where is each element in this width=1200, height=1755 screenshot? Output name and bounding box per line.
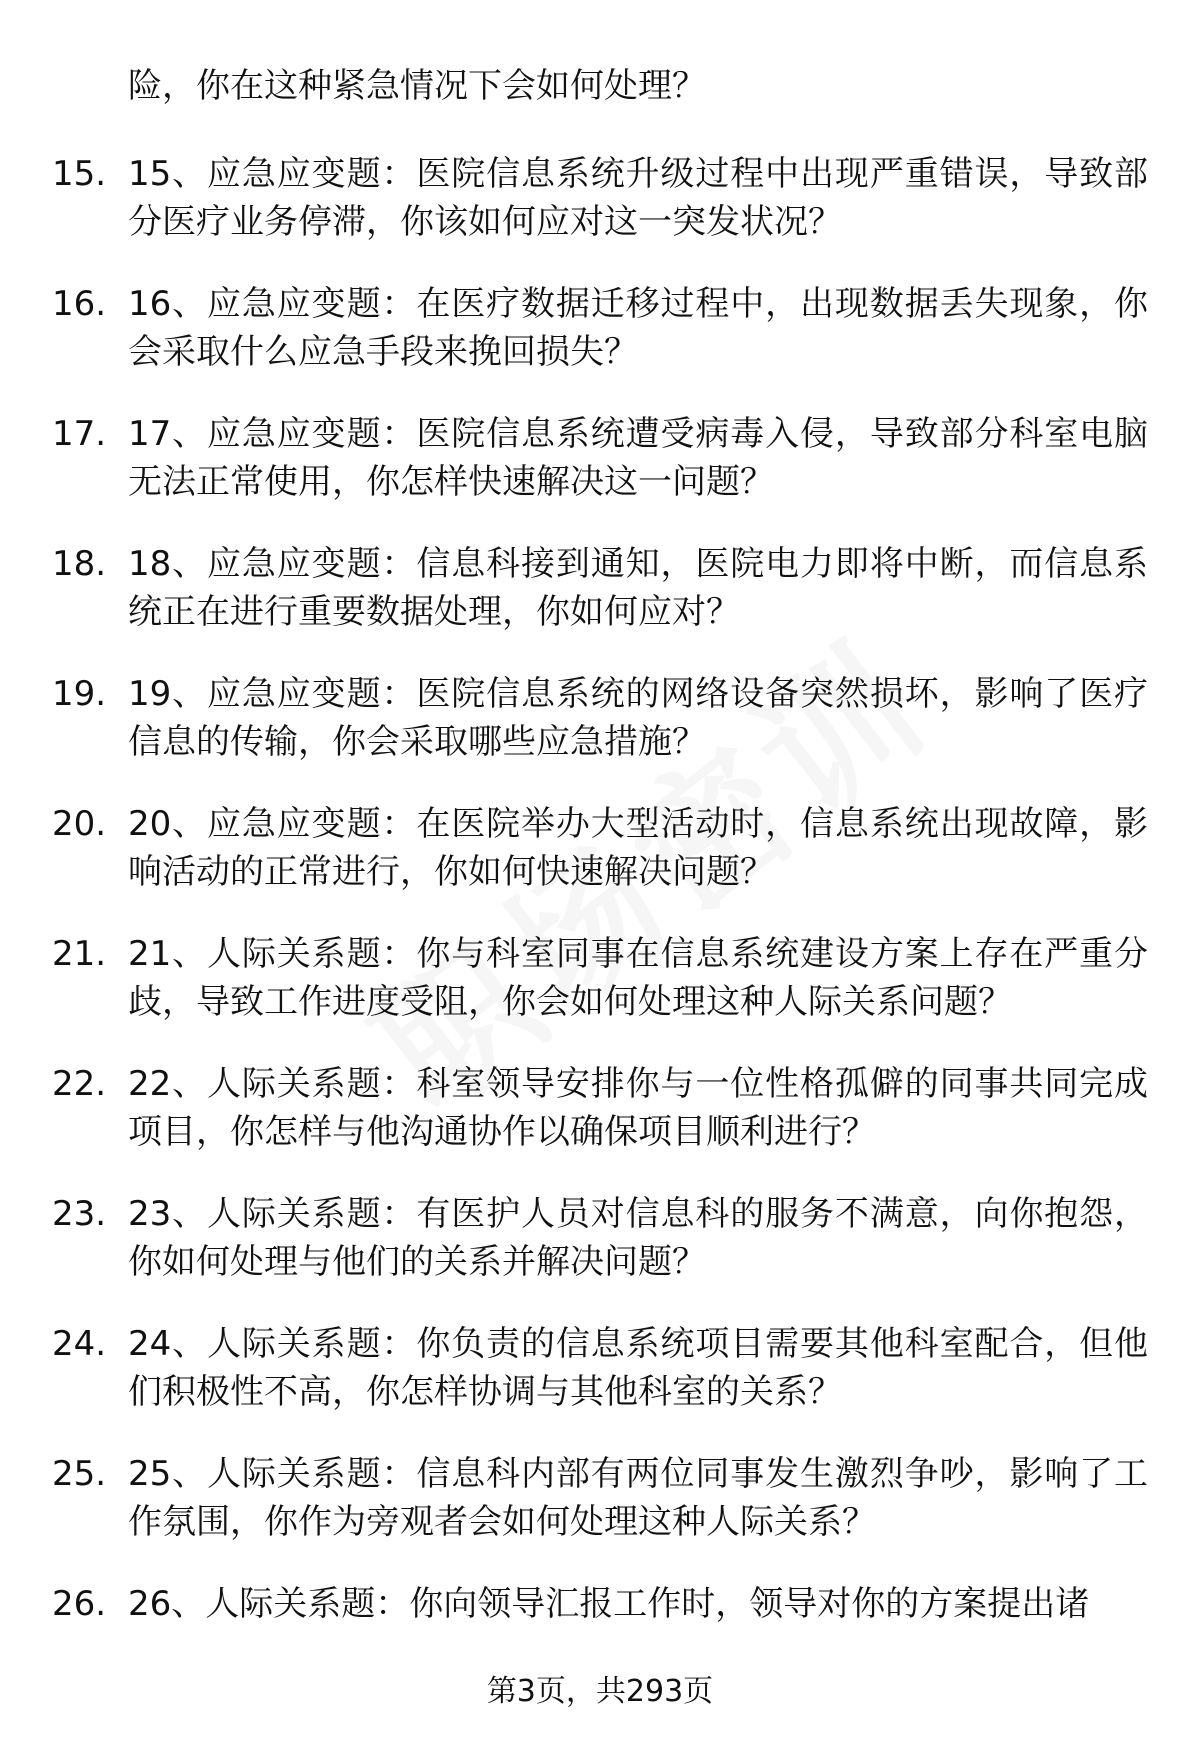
question-number: 26. — [52, 1584, 107, 1624]
question-item — [0, 280, 1200, 410]
question-number: 20. — [52, 804, 107, 844]
question-item — [0, 150, 1200, 280]
question-number: 22. — [52, 1064, 107, 1104]
question-number: 25. — [52, 1454, 107, 1494]
question-number: 16. — [52, 284, 107, 324]
question-number: 19. — [52, 674, 107, 714]
question-text: 23、人际关系题：有医护人员对信息科的服务不满意，向你抱怨，你如何处理与他们的关系并解决问题？ — [128, 1194, 1148, 1282]
question-number: 18. — [52, 544, 107, 584]
question-item — [0, 410, 1200, 540]
question-number: 24. — [52, 1324, 107, 1364]
question-number: 23. — [52, 1194, 107, 1234]
question-item — [0, 1060, 1200, 1190]
question-text: 20、应急应变题：在医院举办大型活动时，信息系统出现故障，影响活动的正常进行，你如何快速解决问题？ — [128, 804, 1148, 892]
question-item — [0, 1320, 1200, 1450]
question-number: 15. — [52, 154, 107, 194]
question-text: 17、应急应变题：医院信息系统遭受病毒入侵，导致部分科室电脑无法正常使用，你怎样快速解决这一问题？ — [128, 414, 1148, 502]
question-text: 16、应急应变题：在医疗数据迁移过程中，出现数据丢失现象，你会采取什么应急手段来挽回损失？ — [128, 284, 1148, 372]
question-text: 22、人际关系题：科室领导安排你与一位性格孤僻的同事共同完成项目，你怎样与他沟通协作以确保项目顺利进行？ — [128, 1064, 1148, 1152]
question-text: 24、人际关系题：你负责的信息系统项目需要其他科室配合，但他们积极性不高，你怎样协调与其他科室的关系？ — [128, 1324, 1148, 1412]
question-text: 18、应急应变题：信息科接到通知，医院电力即将中断，而信息系统正在进行重要数据处理，你如何应对？ — [128, 544, 1148, 632]
question-text: 19、应急应变题：医院信息系统的网络设备突然损坏，影响了医疗信息的传输，你会采取哪些应急措施？ — [128, 674, 1148, 762]
question-number: 21. — [52, 934, 107, 974]
question-item — [0, 930, 1200, 1060]
page-footer: 第3页，共293页 — [486, 1674, 714, 1709]
question-text: 26、人际关系题：你向领导汇报工作时，领导对你的方案提出诸 — [128, 1584, 1090, 1624]
question-item — [0, 670, 1200, 800]
question-item — [0, 1190, 1200, 1320]
question-item — [0, 1450, 1200, 1580]
question-number: 17. — [52, 414, 107, 454]
question-text: 21、人际关系题：你与科室同事在信息系统建设方案上存在严重分歧，导致工作进度受阻，你会如何处理这种人际关系问题？ — [128, 934, 1148, 1022]
question-item — [0, 800, 1200, 930]
question-text: 25、人际关系题：信息科内部有两位同事发生激烈争吵，影响了工作氛围，你作为旁观者会如何处理这种人际关系？ — [128, 1454, 1148, 1542]
continued-text: 险，你在这种紧急情况下会如何处理？ — [128, 66, 706, 106]
question-list — [0, 150, 1200, 1710]
question-text: 15、应急应变题：医院信息系统升级过程中出现严重错误，导致部分医疗业务停滞，你该如何应对这一突发状况？ — [128, 154, 1148, 242]
question-item — [0, 540, 1200, 670]
